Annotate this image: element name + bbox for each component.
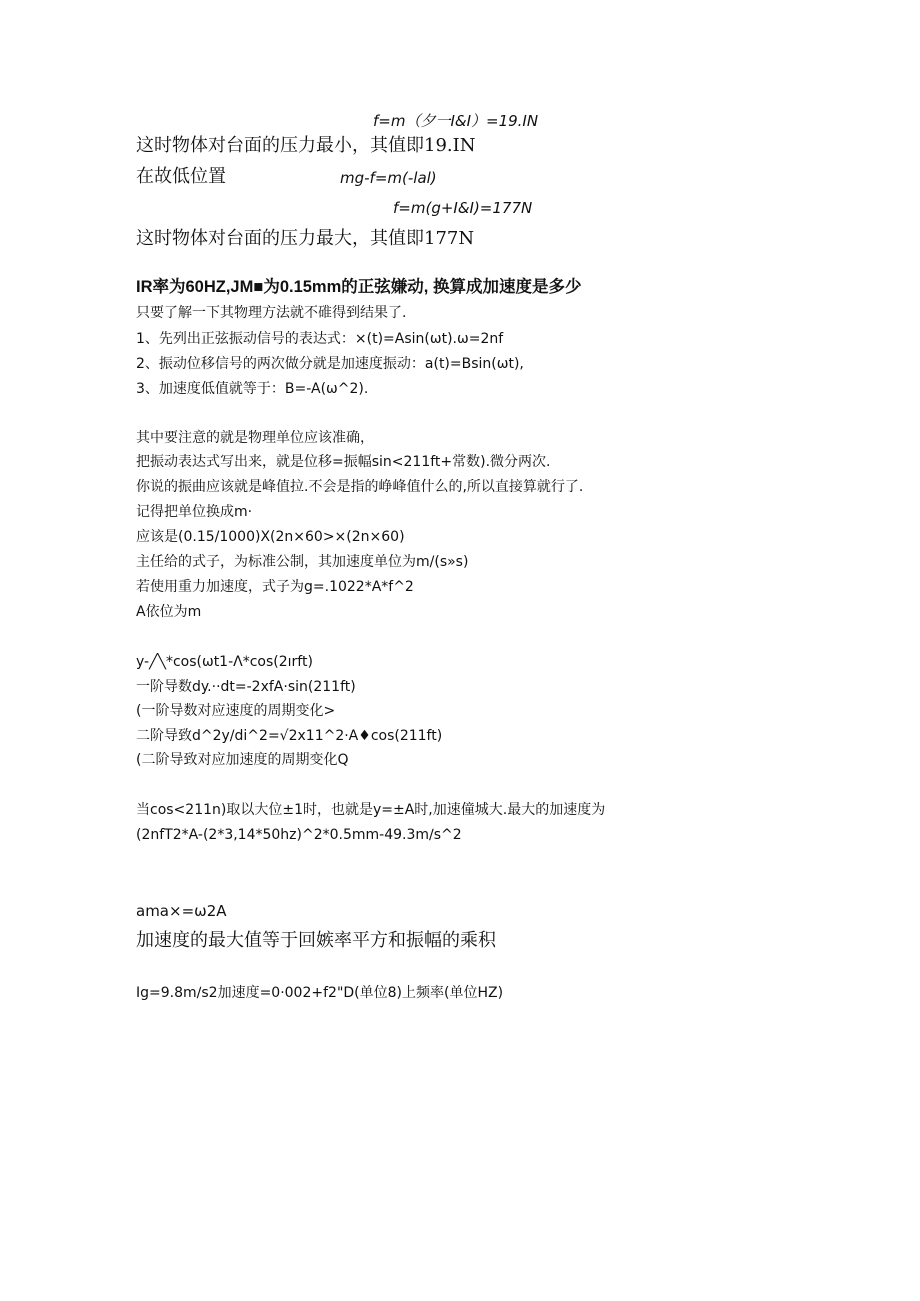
statement-max-acceleration: 加速度的最大值等于回嫉率平方和振幅的乘积 [136,930,496,951]
note-line: 主任给的式子，为标准公制，其加速度单位为m/(s»s) [136,554,469,570]
derivation-line: 一阶导数dy.··dt=-2xfA·sin(211ft) [136,679,356,695]
footer-formula: Ig=9.8m∕s2加速度=0·002+f2"D(单位8)上频率(单位HZ) [136,985,504,1001]
derivation-line: 二阶导致d^2y/di^2=√2x11^2·A♦cos(211ft) [136,728,443,744]
formula-amax: ama×=ω2A [136,902,227,920]
text-lowest-position-label: 在故低位置 [136,166,226,187]
equation-force-min: f=m（夕一I&I）=19.IN [373,112,539,130]
step-1: 1、先列出正弦振动信号的表达式：×(t)=Asin(ωt).ω=2nf [136,331,504,347]
note-line: 应该是(0.15/1000)X(2n×60>×(2n×60) [136,529,405,545]
step-3: 3、加速度低值就等于：B=-A(ω^2). [136,381,369,397]
note-line: 你说的振曲应该就是峰值拉.不会是指的峥峰值什么的,所以直接算就行了. [136,479,584,495]
text-pressure-maximum: 这时物体对台面的压力最大，其值即177N [136,228,475,249]
note-line: 把振动表达式写出来，就是位移=振幅sin<211ft+常数).微分两次. [136,454,551,470]
note-line: 记得把单位换成m· [136,504,253,520]
max-acceleration-text: 当cos<211n)取以大位±1时，也就是y=±A时,加速僮城大.最大的加速度为 [136,802,606,818]
max-acceleration-result: (2nfT2*A-(2*3,14*50hz)^2*0.5mm-49.3m∕s^2 [136,827,462,843]
text-pressure-minimum: 这时物体对台面的压力最小，其值即19.IN [136,135,476,156]
note-line: 其中要注意的就是物理单位应该准确， [136,430,374,446]
step-2: 2、振动位移信号的两次做分就是加速度振动：a(t)=Bsin(ωt), [136,356,524,372]
section-heading: IR率为60HZ,JM■为0.15mm的正弦嫌动, 换算成加速度是多少 [136,278,582,296]
equation-force-max: f=m(g+I&I)=177N [393,199,533,217]
note-line: A依位为m [136,604,202,620]
derivation-line: y-╱╲*cos(ωt1-Λ*cos(2ırft) [136,654,313,670]
intro-text: 只要了解一下其物理方法就不碓得到结果了. [136,305,407,321]
derivation-line: (二阶导致对应加速度的周期变化Q [136,752,349,768]
equation-balance: mg-f=m(-lal) [340,169,437,187]
note-line: 若使用重力加速度，式子为g=.1022*A*f^2 [136,579,414,595]
derivation-line: (一阶导数对应速度的周期变化> [136,703,336,719]
